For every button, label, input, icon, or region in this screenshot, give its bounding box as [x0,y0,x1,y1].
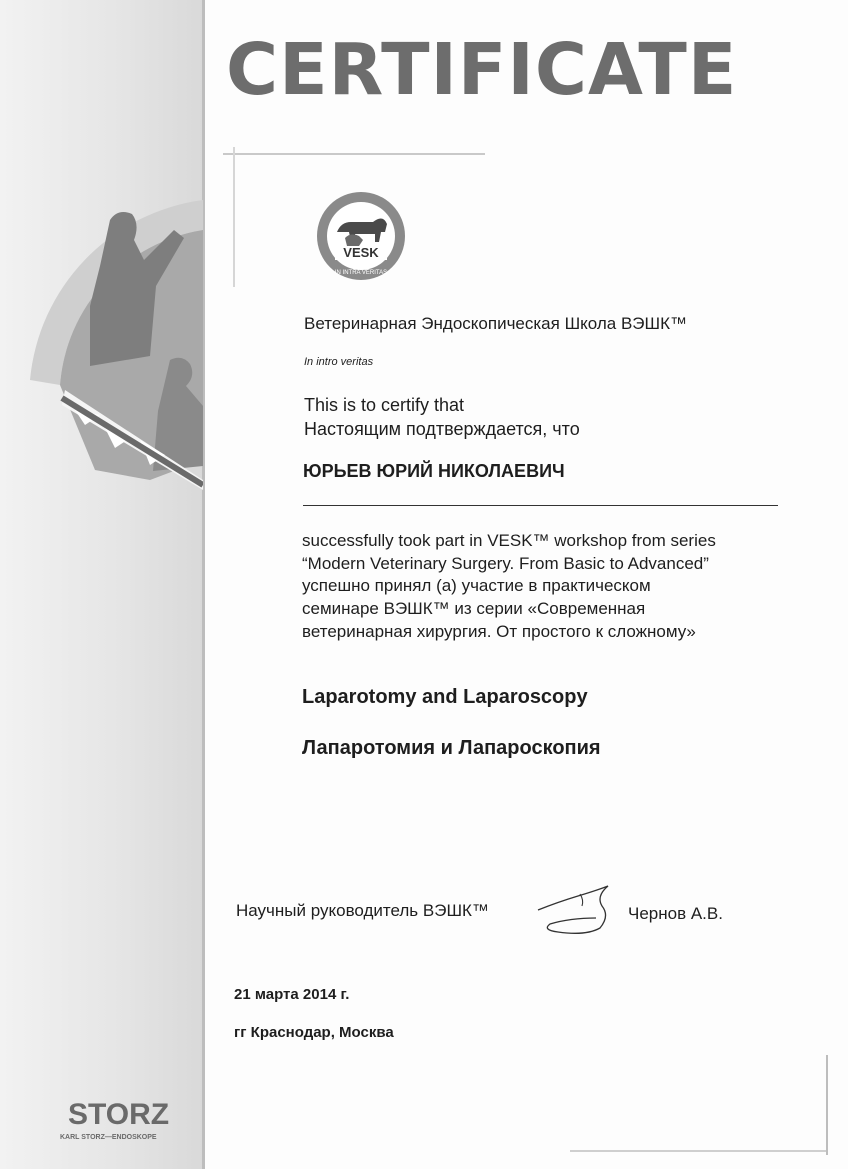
supervisor-name: Чернов А.В. [628,904,723,923]
decorative-line-horizontal [223,153,485,155]
issue-date: 21 марта 2014 г. [234,986,350,1003]
motto: In intro veritas [304,356,374,368]
surgeons-photo-icon [0,180,203,540]
storz-logo-subtitle: KARL STORZ—ENDOSKOPE [60,1134,157,1141]
school-name: Ветеринарная Эндоскопическая Школа ВЭШК™ [304,314,687,333]
body-text-line: успешно принял (а) участие в практическом [302,576,651,595]
body-text-line: successfully took part in VESK™ workshop from series [302,531,716,550]
decorative-line-right [826,1055,828,1155]
logo-text: VESK [343,245,379,260]
certificate-title: CERTIFICATE [226,28,738,111]
name-underline [303,505,778,506]
supervisor-title: Научный руководитель ВЭШК™ [236,901,489,920]
storz-logo [60,1098,200,1148]
decorative-line-vertical [233,147,235,287]
band-edge-divider [202,0,205,1169]
decorative-line-bottom [570,1150,826,1152]
course-title-ru: Лапаротомия и Лапароскопия [302,737,601,759]
course-title-en: Laparotomy and Laparoscopy [302,686,588,708]
certify-statement-en: This is to certify that [304,395,465,415]
logo-ring-text: IN INTRA VERITAS [334,270,388,276]
vesk-dog-cat-emblem-icon [315,190,407,282]
issue-city: гг Краснодар, Москва [234,1024,394,1041]
left-decorative-band [0,0,203,1169]
certify-statement-ru: Настоящим подтверждается, что [304,419,580,439]
body-text-line: ветеринарная хирургия. От простого к сложному» [302,622,696,641]
storz-logo-text: STORZ [68,1098,170,1131]
handwritten-signature-icon [530,880,622,936]
body-text-line: “Modern Veterinary Surgery. From Basic to Advanced” [302,554,709,573]
body-text-line: семинаре ВЭШК™ из серии «Современная [302,599,646,618]
recipient-name: ЮРЬЕВ ЮРИЙ НИКОЛАЕВИЧ [303,461,565,481]
